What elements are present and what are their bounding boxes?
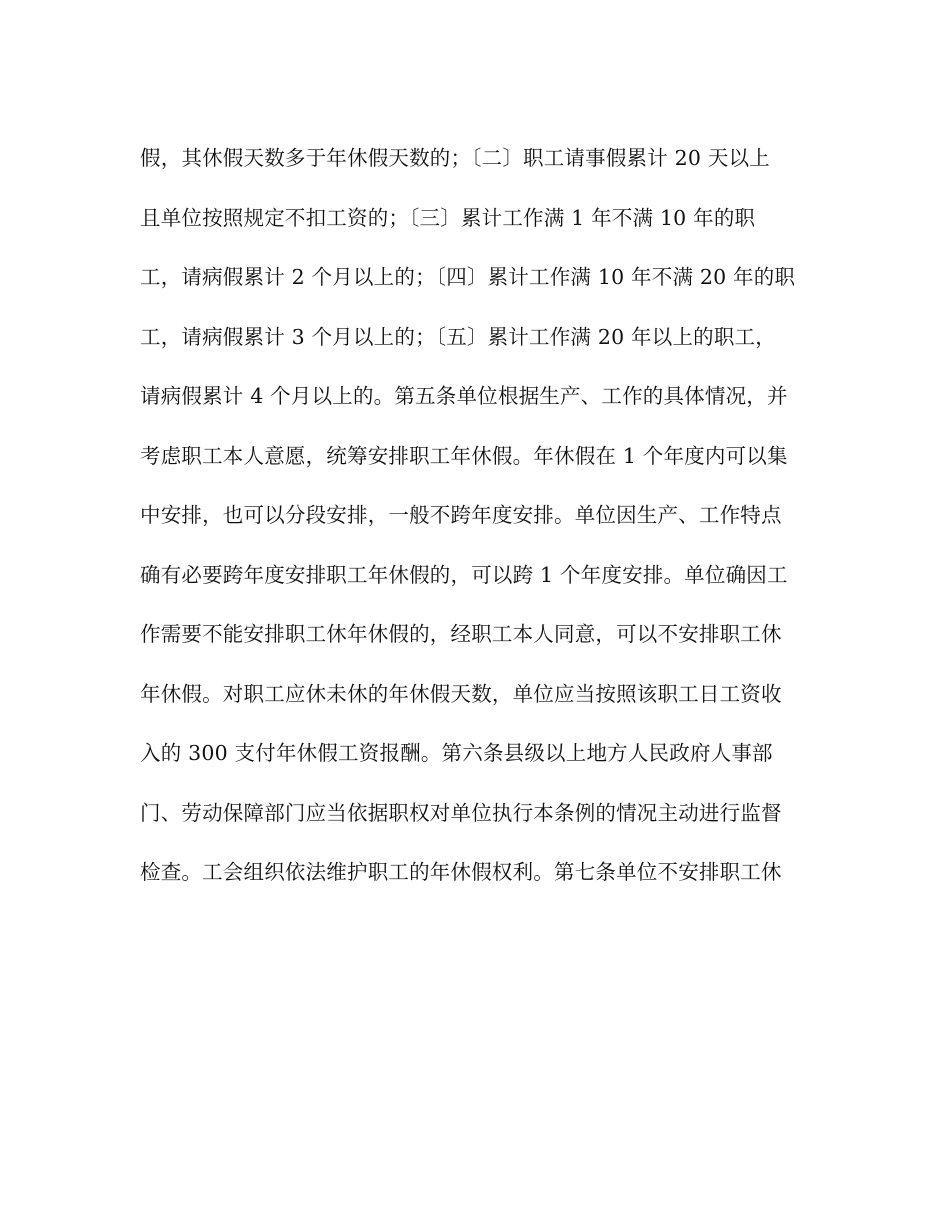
text-line: 门、劳动保障部门应当依据职权对单位执行本条例的情况主动进行监督: [140, 800, 782, 825]
text-line: 中安排，也可以分段安排，一般不跨年度安排。单位因生产、工作特点: [140, 503, 782, 527]
text-line: 工，请病假累计 2 个月以上的；〔四〕累计工作满 10 年不满 20 年的职: [140, 265, 796, 289]
text-line: 考虑职工本人意愿，统筹安排职工年休假。年休假在 1 个年度内可以集: [140, 443, 788, 468]
text-line: 且单位按照规定不扣工资的；〔三〕累计工作满 1 年不满 10 年的职: [140, 205, 756, 230]
text-line: 确有必要跨年度安排职工年休假的，可以跨 1 个年度安排。单位确因工: [140, 562, 788, 587]
body-text: [140, 138, 820, 912]
text-line: 年休假。对职工应休未休的年休假天数，单位应当按照该职工日工资收: [140, 681, 782, 706]
text-line: 作需要不能安排职工休年休假的，经职工本人同意，可以不安排职工休: [140, 622, 782, 646]
text-line: 请病假累计 4 个月以上的。第五条单位根据生产、工作的具体情况，并: [140, 384, 788, 408]
text-line: 假，其休假天数多于年休假天数的；〔二〕职工请事假累计 20 天以上: [140, 146, 770, 170]
text-line: 入的 300 支付年休假工资报酬。第六条县级以上地方人民政府人事部: [140, 741, 773, 765]
text-line: 检查。工会组织依法维护职工的年休假权利。第七条单位不安排职工休: [140, 860, 782, 884]
text-line: 工，请病假累计 3 个月以上的；〔五〕累计工作满 20 年以上的职工，: [140, 324, 776, 349]
